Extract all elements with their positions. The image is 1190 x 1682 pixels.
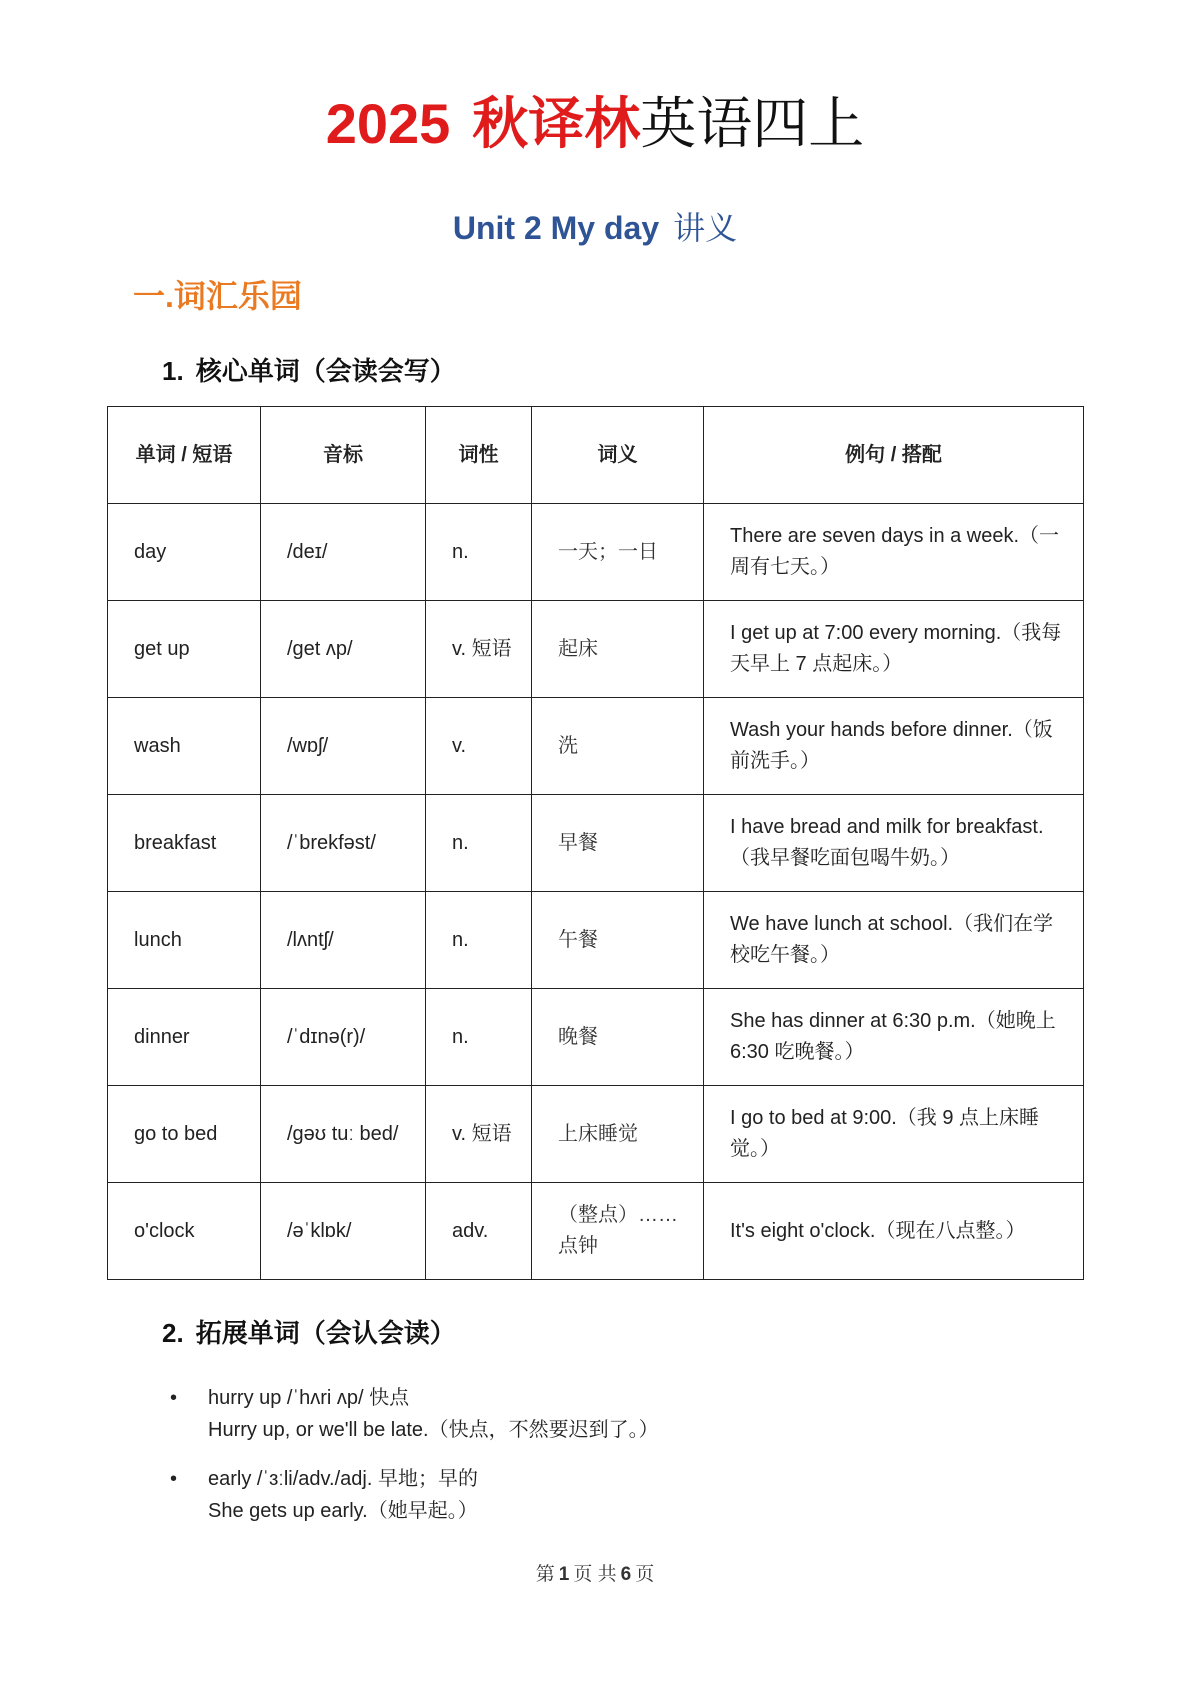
cell-example: I have bread and milk for breakfast.（我早餐吃面包喝牛奶。） — [704, 795, 1084, 892]
cell-phonetic: /wɒʃ/ — [261, 698, 426, 795]
cell-example: She has dinner at 6:30 p.m.（她晚上 6:30 吃晚餐。） — [704, 989, 1084, 1086]
table-row — [108, 601, 1084, 698]
cell-phonetic: /ˈdɪnə(r)/ — [261, 989, 426, 1086]
footer-prefix: 第 — [535, 1564, 555, 1585]
core-words-title: 核心单词（会读会写） — [195, 356, 456, 386]
cell-meaning: 晚餐 — [532, 989, 704, 1086]
cell-word: get up — [108, 601, 261, 698]
document-title — [0, 88, 1190, 160]
table-row — [108, 795, 1084, 892]
cell-phonetic: /deɪ/ — [261, 504, 426, 601]
title-red-text: 秋译林 — [472, 92, 641, 155]
cell-meaning: 早餐 — [532, 795, 704, 892]
page-footer — [0, 1562, 1190, 1588]
cell-pos: v. — [426, 698, 532, 795]
cell-example: Wash your hands before dinner.（饭前洗手。） — [704, 698, 1084, 795]
cell-phonetic: /əˈklɒk/ — [261, 1183, 426, 1280]
cell-meaning: 洗 — [532, 698, 704, 795]
header-pos: 词性 — [426, 407, 532, 504]
cell-phonetic: /get ʌp/ — [261, 601, 426, 698]
extended-words-number: 2. — [162, 1318, 184, 1348]
subtitle-unit: Unit 2 My day — [452, 210, 660, 246]
cell-word: dinner — [108, 989, 261, 1086]
core-words-number: 1. — [162, 356, 184, 386]
table-row — [108, 1183, 1084, 1280]
cell-meaning: （整点）……点钟 — [532, 1183, 704, 1280]
bullet-icon: • — [170, 1468, 178, 1490]
subtitle-suffix: 讲义 — [673, 210, 738, 246]
section-heading-vocabulary: 一.词汇乐园 — [133, 278, 302, 314]
table-header-row — [108, 407, 1084, 504]
table-row — [108, 1086, 1084, 1183]
cell-meaning: 上床睡觉 — [532, 1086, 704, 1183]
cell-example: I go to bed at 9:00.（我 9 点上床睡觉。） — [704, 1086, 1084, 1183]
title-black-text: 英语四上 — [640, 92, 865, 155]
cell-pos: v. 短语 — [426, 601, 532, 698]
cell-phonetic: /lʌntʃ/ — [261, 892, 426, 989]
cell-pos: v. 短语 — [426, 1086, 532, 1183]
table-row — [108, 989, 1084, 1086]
table-row — [108, 504, 1084, 601]
core-words-heading — [162, 354, 456, 388]
header-word: 单词 / 短语 — [108, 407, 261, 504]
footer-page-number: 1 — [558, 1564, 570, 1585]
cell-pos: adv. — [426, 1183, 532, 1280]
bullet-icon: • — [170, 1387, 178, 1409]
cell-pos: n. — [426, 504, 532, 601]
cell-word: breakfast — [108, 795, 261, 892]
table-row — [108, 698, 1084, 795]
cell-word: o'clock — [108, 1183, 261, 1280]
extended-words-list — [170, 1382, 1070, 1544]
list-item — [170, 1382, 1070, 1446]
cell-meaning: 一天；一日 — [532, 504, 704, 601]
extended-words-title: 拓展单词（会认会读） — [195, 1318, 456, 1348]
header-example: 例句 / 搭配 — [704, 407, 1084, 504]
footer-middle: 页 共 — [573, 1564, 617, 1585]
extended-words-heading — [162, 1316, 456, 1350]
cell-word: go to bed — [108, 1086, 261, 1183]
cell-word: lunch — [108, 892, 261, 989]
footer-suffix: 页 — [635, 1564, 655, 1585]
list-item-term: early /ˈɜːli/adv./adj. 早地；早的 — [208, 1468, 478, 1490]
cell-word: day — [108, 504, 261, 601]
cell-phonetic: /ˈbrekfəst/ — [261, 795, 426, 892]
cell-phonetic: /ɡəʊ tuː bed/ — [261, 1086, 426, 1183]
cell-pos: n. — [426, 795, 532, 892]
list-item-term: hurry up /ˈhʌri ʌp/ 快点 — [208, 1387, 410, 1409]
title-year: 2025 — [325, 92, 451, 155]
cell-example: We have lunch at school.（我们在学校吃午餐。） — [704, 892, 1084, 989]
header-phonetic: 音标 — [261, 407, 426, 504]
list-item-example: Hurry up, or we'll be late.（快点，不然要迟到了。） — [208, 1419, 659, 1441]
table-row — [108, 892, 1084, 989]
cell-example: I get up at 7:00 every morning.（我每天早上 7 点起床。） — [704, 601, 1084, 698]
cell-pos: n. — [426, 892, 532, 989]
list-item — [170, 1463, 1070, 1527]
core-words-table — [107, 406, 1084, 1280]
list-item-example: She gets up early.（她早起。） — [208, 1500, 478, 1522]
cell-pos: n. — [426, 989, 532, 1086]
header-meaning: 词义 — [532, 407, 704, 504]
document-subtitle — [0, 208, 1190, 248]
cell-example: There are seven days in a week.（一周有七天。） — [704, 504, 1084, 601]
cell-example: It's eight o'clock.（现在八点整。） — [704, 1183, 1084, 1280]
cell-word: wash — [108, 698, 261, 795]
footer-total-pages: 6 — [620, 1564, 632, 1585]
cell-meaning: 起床 — [532, 601, 704, 698]
cell-meaning: 午餐 — [532, 892, 704, 989]
